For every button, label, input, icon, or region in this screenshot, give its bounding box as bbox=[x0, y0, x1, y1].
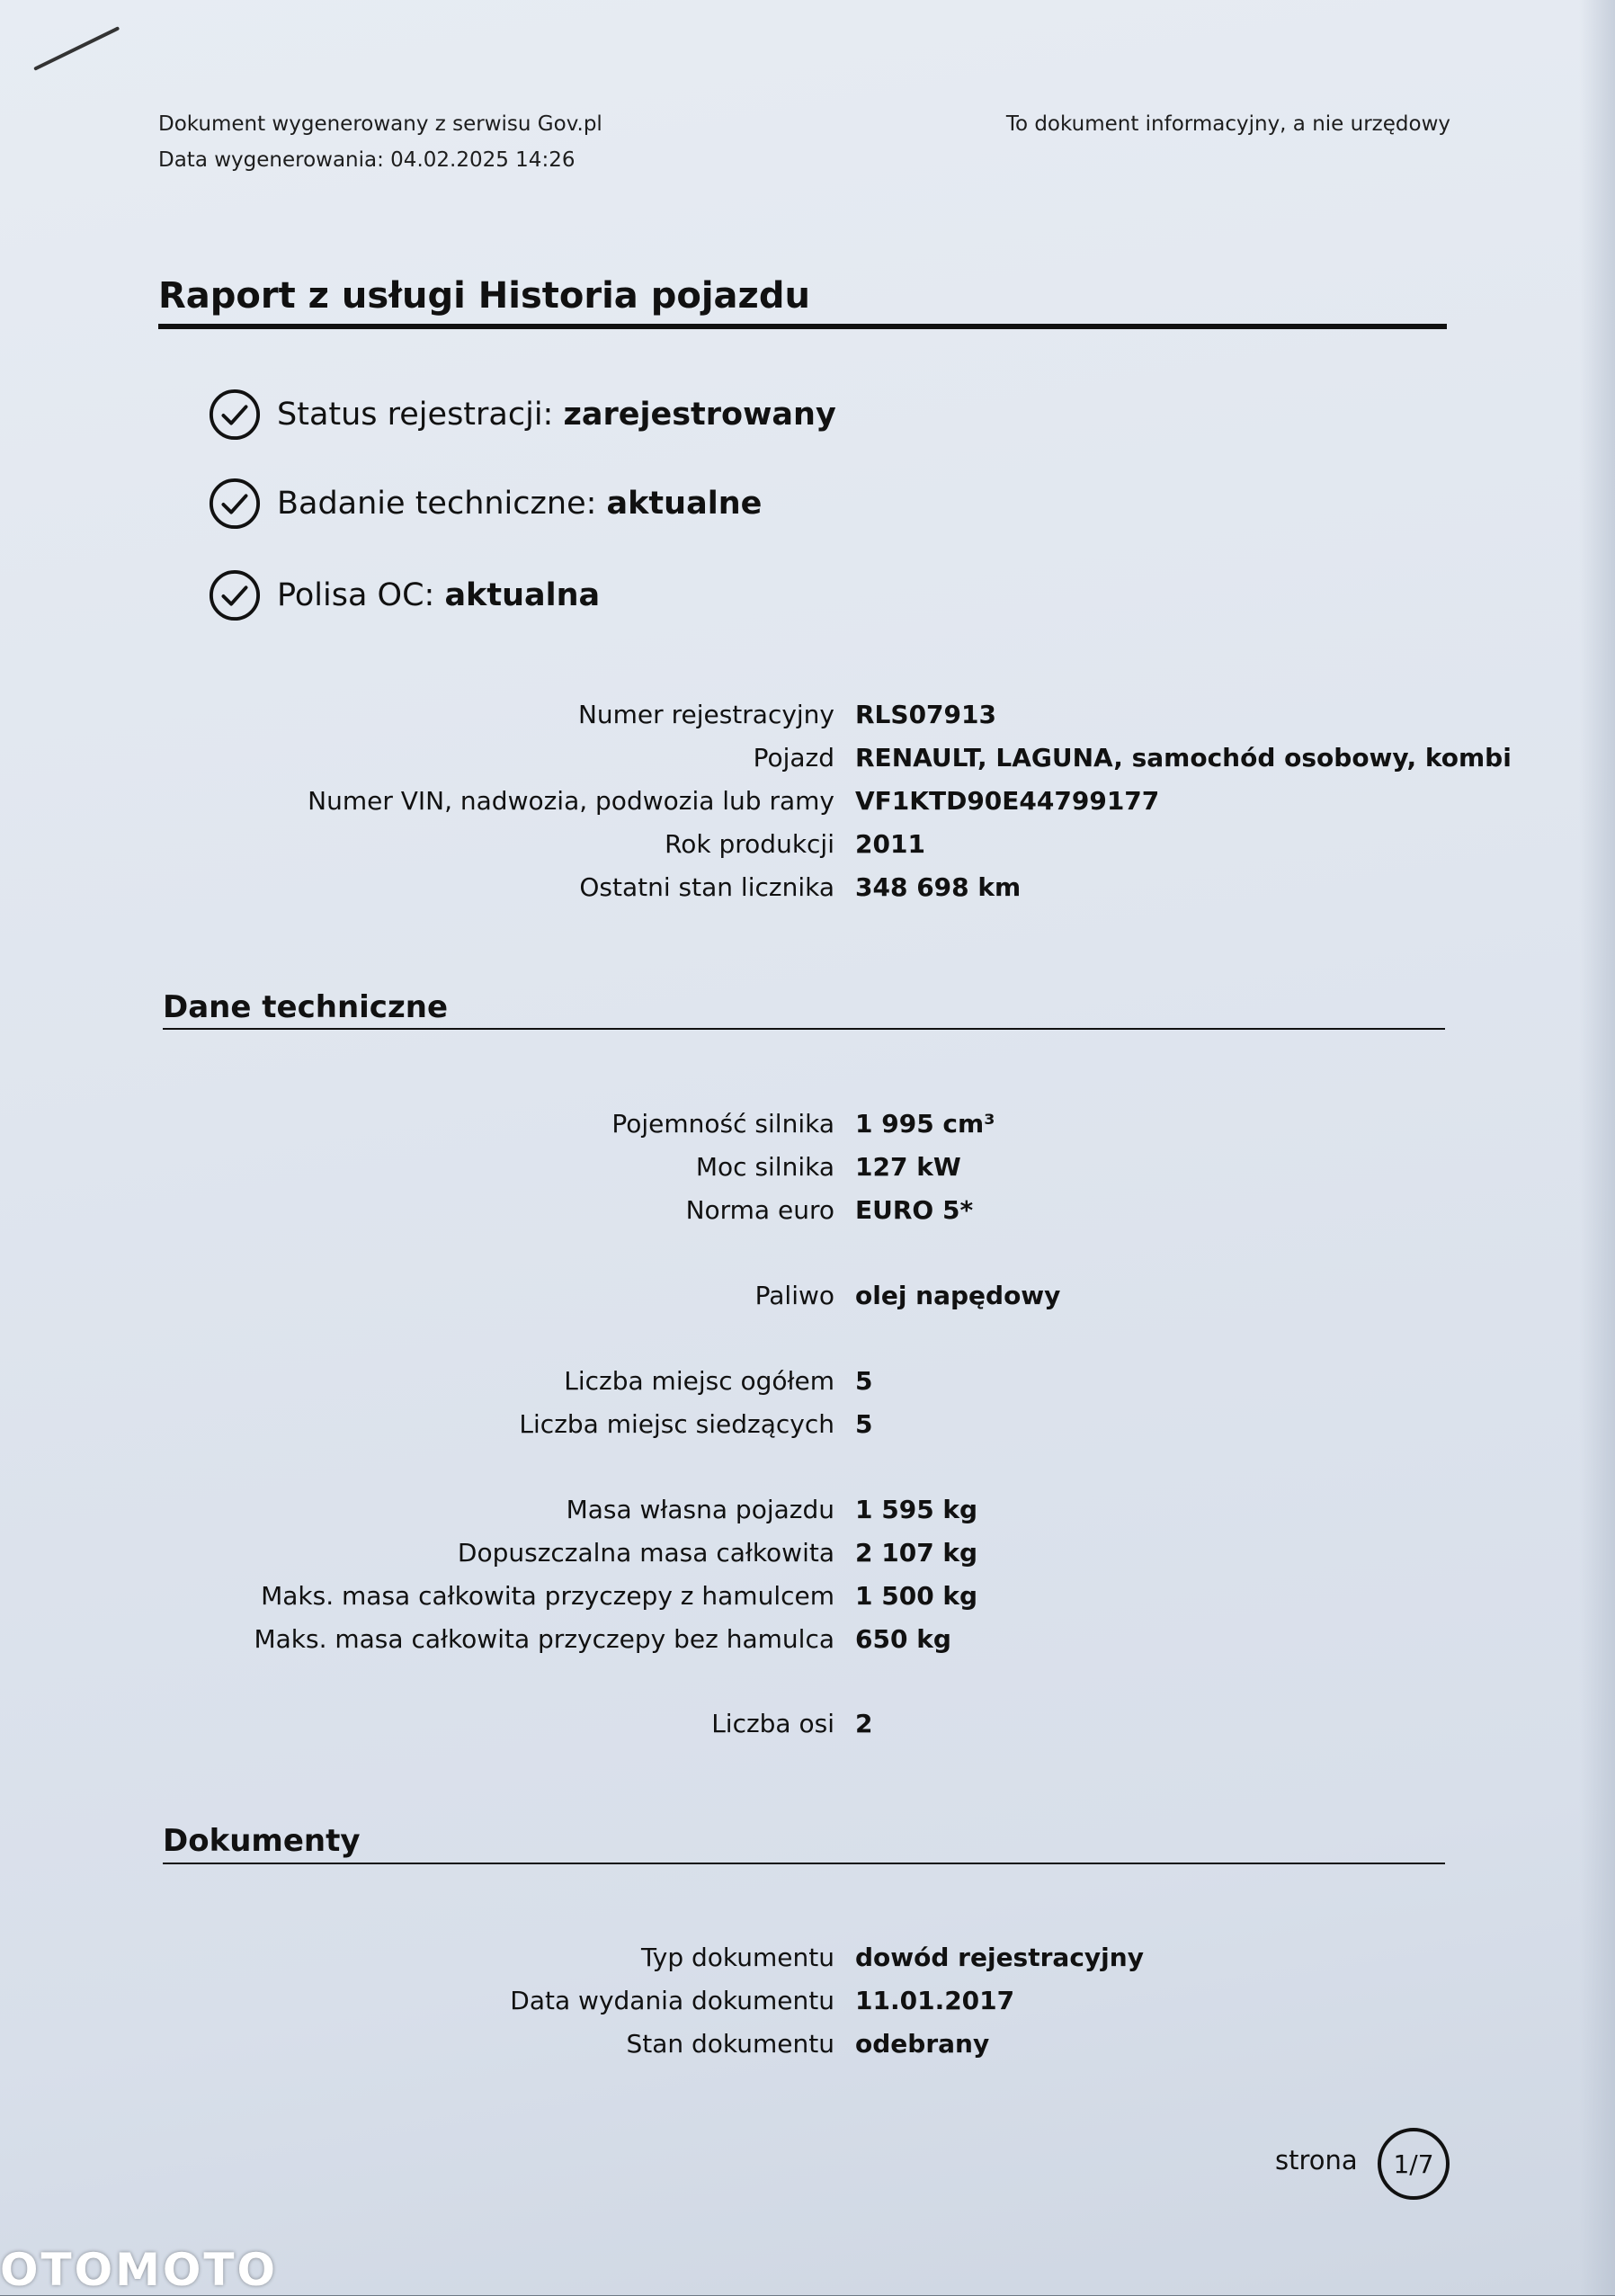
check-circle-icon bbox=[209, 569, 261, 621]
tech-row bbox=[0, 1189, 1615, 1232]
row-value: 1 595 kg bbox=[855, 1495, 978, 1524]
page-number bbox=[1378, 2128, 1450, 2200]
row-value: 2 bbox=[855, 1709, 873, 1738]
row-value: RENAULT, LAGUNA, samochód osobowy, kombi bbox=[855, 743, 1512, 773]
row-label: Numer rejestracyjny bbox=[577, 700, 834, 729]
row-label: Norma euro bbox=[685, 1195, 834, 1225]
check-circle-icon bbox=[209, 389, 261, 441]
title-rule bbox=[158, 324, 1447, 329]
tech-row bbox=[0, 1575, 1615, 1618]
row-label: Moc silnika bbox=[695, 1152, 834, 1182]
tech-row bbox=[0, 1488, 1615, 1532]
status-label: Badanie techniczne: bbox=[277, 486, 607, 522]
row-value: EURO 5* bbox=[855, 1195, 974, 1225]
document-row bbox=[0, 1936, 1615, 1979]
vehicle-row bbox=[0, 866, 1615, 909]
tech-row bbox=[0, 1532, 1615, 1575]
vehicle-row bbox=[0, 737, 1615, 780]
row-label: Liczba miejsc siedzących bbox=[519, 1409, 834, 1439]
row-label: Maks. masa całkowita przyczepy z hamulcem bbox=[261, 1581, 834, 1611]
row-value: odebrany bbox=[855, 2029, 990, 2059]
row-value: 2 107 kg bbox=[855, 1538, 978, 1568]
row-value: 1 995 cm³ bbox=[855, 1109, 995, 1139]
tech-row bbox=[0, 1103, 1615, 1146]
row-value: 348 698 km bbox=[855, 872, 1022, 902]
status-registration bbox=[209, 389, 836, 441]
status-label: Status rejestracji: bbox=[277, 397, 564, 433]
tech-row bbox=[0, 1360, 1615, 1403]
row-label: Liczba miejsc ogółem bbox=[564, 1366, 834, 1396]
check-circle-icon bbox=[209, 478, 261, 530]
row-label: Liczba osi bbox=[711, 1709, 834, 1738]
row-value: 2011 bbox=[855, 829, 925, 859]
tech-row bbox=[0, 1702, 1615, 1746]
row-value: 650 kg bbox=[855, 1624, 951, 1654]
row-label: Masa własna pojazdu bbox=[566, 1495, 834, 1524]
row-value: 11.01.2017 bbox=[855, 1986, 1015, 2015]
section-heading-technical: Dane techniczne bbox=[163, 989, 449, 1025]
row-label: Dopuszczalna masa całkowita bbox=[457, 1538, 834, 1568]
section-rule bbox=[163, 1028, 1445, 1030]
row-value: 5 bbox=[855, 1409, 873, 1439]
tech-row bbox=[0, 1403, 1615, 1446]
row-label: Rok produkcji bbox=[665, 829, 834, 859]
row-value: dowód rejestracyjny bbox=[855, 1943, 1144, 1972]
row-value: 127 kW bbox=[855, 1152, 961, 1182]
row-label: Numer VIN, nadwozia, podwozia lub ramy bbox=[308, 786, 834, 816]
row-value: olej napędowy bbox=[855, 1281, 1061, 1310]
vehicle-row bbox=[0, 823, 1615, 866]
row-label: Pojemność silnika bbox=[611, 1109, 834, 1139]
row-value: 5 bbox=[855, 1366, 873, 1396]
tech-row bbox=[0, 1618, 1615, 1661]
row-label: Typ dokumentu bbox=[641, 1943, 834, 1972]
row-label: Ostatni stan licznika bbox=[579, 872, 834, 902]
row-value: VF1KTD90E44799177 bbox=[855, 786, 1160, 816]
row-label: Paliwo bbox=[754, 1281, 834, 1310]
header-generated: Data wygenerowania: 04.02.2025 14:26 bbox=[158, 148, 576, 172]
row-value: RLS07913 bbox=[855, 700, 996, 729]
status-insurance bbox=[209, 569, 600, 621]
status-inspection bbox=[209, 478, 762, 530]
page-number-text: 1/7 bbox=[1393, 2149, 1434, 2179]
watermark-logo: OTOMOTO bbox=[0, 2244, 278, 2296]
row-label: Pojazd bbox=[753, 743, 834, 773]
status-value: aktualna bbox=[444, 577, 601, 613]
tech-row bbox=[0, 1274, 1615, 1318]
row-label: Data wydania dokumentu bbox=[510, 1986, 834, 2015]
document-row bbox=[0, 2023, 1615, 2066]
section-rule bbox=[163, 1863, 1445, 1864]
header-left bbox=[158, 106, 602, 178]
page-label: strona bbox=[1275, 2145, 1358, 2175]
row-value: 1 500 kg bbox=[855, 1581, 978, 1611]
tech-row bbox=[0, 1146, 1615, 1189]
vehicle-row bbox=[0, 693, 1615, 737]
row-label: Maks. masa całkowita przyczepy bez hamulca bbox=[254, 1624, 834, 1654]
document-row bbox=[0, 1979, 1615, 2023]
status-value: zarejestrowany bbox=[563, 397, 836, 433]
header-source: Dokument wygenerowany z serwisu Gov.pl bbox=[158, 112, 602, 136]
row-label: Stan dokumentu bbox=[626, 2029, 834, 2059]
status-label: Polisa OC: bbox=[277, 577, 445, 613]
vehicle-row bbox=[0, 780, 1615, 823]
page-title: Raport z usługi Historia pojazdu bbox=[158, 275, 810, 317]
header-disclaimer: To dokument informacyjny, a nie urzędowy bbox=[1005, 112, 1450, 136]
status-value: aktualne bbox=[606, 486, 763, 522]
section-heading-documents: Dokumenty bbox=[163, 1823, 361, 1859]
